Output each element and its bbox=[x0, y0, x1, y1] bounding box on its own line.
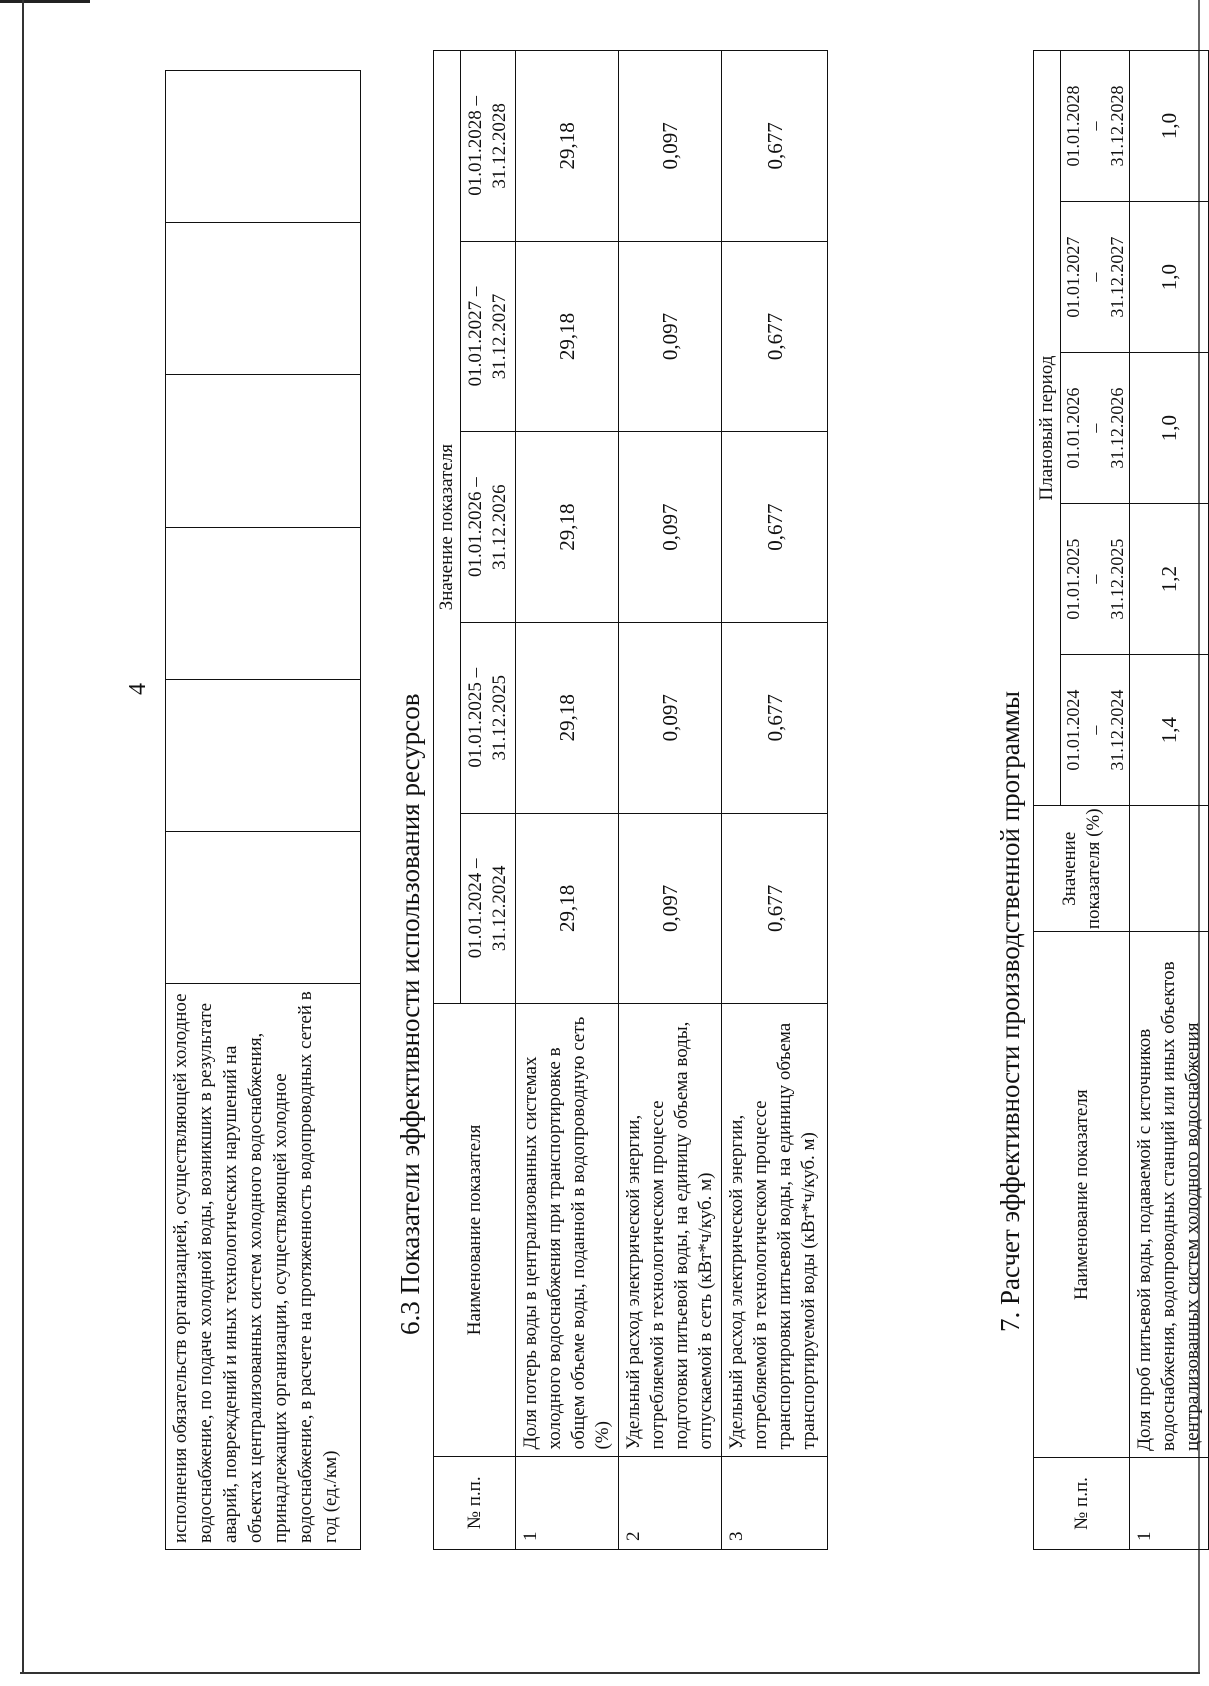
col-header-period: 01.01.2028 – 31.12.2028 bbox=[461, 51, 516, 242]
col-header-name: Наименование показателя bbox=[1034, 932, 1130, 1457]
period-to: 31.12.2026 bbox=[1107, 387, 1127, 469]
col-header-period bbox=[1061, 51, 1130, 202]
row-value: 1,0 bbox=[1130, 202, 1209, 353]
continuation-value bbox=[166, 375, 361, 527]
row-value bbox=[1130, 806, 1209, 932]
col-header-period bbox=[1061, 504, 1130, 655]
table-row bbox=[722, 51, 828, 1550]
continuation-value bbox=[166, 223, 361, 375]
section-7-title: 7. Расчет эффективности производственной программы bbox=[995, 690, 1025, 1332]
table-header-row bbox=[1034, 51, 1061, 1550]
row-value: 0,097 bbox=[619, 432, 722, 623]
period-to: 31.12.2028 bbox=[1107, 85, 1127, 167]
col-header-period bbox=[1061, 655, 1130, 806]
row-value: 0,677 bbox=[722, 51, 828, 242]
continuation-value bbox=[166, 71, 361, 223]
row-value: 29,18 bbox=[516, 622, 619, 813]
row-name: Удельный расход электрической энергии, потребляемой в технологическом процессе подготовки питьевой воды, на единицу объема воды, отпускаемой в сеть (кВт*ч/куб. м) bbox=[619, 1004, 722, 1456]
period-dash: – bbox=[1085, 574, 1105, 584]
row-value: 1,0 bbox=[1130, 353, 1209, 504]
row-value: 0,677 bbox=[722, 432, 828, 623]
row-value: 0,097 bbox=[619, 241, 722, 432]
row-num: 1 bbox=[1130, 1457, 1209, 1549]
page-number: 4 bbox=[125, 683, 151, 695]
col-header-num: № п.п. bbox=[1034, 1457, 1130, 1549]
section-6-3-title: 6.3 Показатели эффективности использования ресурсов bbox=[395, 693, 425, 1335]
row-value: 29,18 bbox=[516, 51, 619, 242]
row-value: 1,4 bbox=[1130, 655, 1209, 806]
period-from: 01.01.2028 bbox=[1063, 85, 1083, 167]
row-value: 29,18 bbox=[516, 241, 619, 432]
table-row bbox=[619, 51, 722, 1550]
period-from: 01.01.2026 bbox=[1063, 387, 1083, 469]
row-value: 0,677 bbox=[722, 241, 828, 432]
resource-efficiency-table bbox=[433, 50, 828, 1550]
continuation-value bbox=[166, 527, 361, 679]
row-value: 29,18 bbox=[516, 813, 619, 1004]
period-to: 31.12.2025 bbox=[1107, 538, 1127, 620]
row-value: 0,097 bbox=[619, 51, 722, 242]
row-name: Удельный расход электрической энергии, потребляемой в технологическом процессе транспортировки питьевой воды, на единицу объема транспортируемой воды (кВт*ч/куб. м) bbox=[722, 1004, 828, 1456]
period-dash: – bbox=[1085, 725, 1105, 735]
col-header-num: № п.п. bbox=[434, 1456, 516, 1549]
period-dash: – bbox=[1085, 272, 1105, 282]
period-dash: – bbox=[1085, 121, 1105, 131]
col-header-period: 01.01.2024 – 31.12.2024 bbox=[461, 813, 516, 1004]
table-row bbox=[516, 51, 619, 1550]
col-header-name: Наименование показателя bbox=[434, 1004, 516, 1456]
scan-edge-left bbox=[22, 0, 24, 1674]
row-value: 1,0 bbox=[1130, 51, 1209, 202]
period-from: 01.01.2027 bbox=[1063, 236, 1083, 318]
col-header-group: Значение показателя bbox=[434, 51, 461, 1004]
row-name: Доля проб питьевой воды, подаваемой с источников водоснабжения, водопроводных станций или иных объектов централизованных систем холодного водоснабжения bbox=[1130, 932, 1209, 1457]
period-to: 31.12.2024 bbox=[1107, 689, 1127, 771]
period-from: 01.01.2024 bbox=[1063, 689, 1083, 771]
col-header-period bbox=[1061, 202, 1130, 353]
row-value: 0,677 bbox=[722, 622, 828, 813]
row-value: 0,097 bbox=[619, 813, 722, 1004]
rotated-page-content bbox=[125, 50, 1203, 1550]
row-num: 3 bbox=[722, 1456, 828, 1549]
table-row bbox=[1130, 51, 1209, 1550]
row-value: 0,097 bbox=[619, 622, 722, 813]
continuation-table bbox=[165, 70, 361, 1550]
col-header-period: 01.01.2025 – 31.12.2025 bbox=[461, 622, 516, 813]
row-num: 1 bbox=[516, 1456, 619, 1549]
period-dash: – bbox=[1085, 423, 1105, 433]
row-name: Доля потерь воды в централизованных системах холодного водоснабжения при транспортировке в общем объеме воды, поданной в водопроводную сеть (%) bbox=[516, 1004, 619, 1456]
row-value: 0,677 bbox=[722, 813, 828, 1004]
col-header-group: Плановый период bbox=[1034, 51, 1061, 806]
col-header-period: 01.01.2027 – 31.12.2027 bbox=[461, 241, 516, 432]
col-header-value: Значение показателя (%) bbox=[1034, 806, 1130, 932]
table-row bbox=[166, 71, 361, 1550]
continuation-value bbox=[166, 679, 361, 831]
continuation-value bbox=[166, 832, 361, 984]
program-efficiency-table bbox=[1033, 50, 1209, 1550]
col-header-period bbox=[1061, 353, 1130, 504]
scan-edge-top bbox=[0, 0, 90, 3]
period-to: 31.12.2027 bbox=[1107, 236, 1127, 318]
col-header-period: 01.01.2026 – 31.12.2026 bbox=[461, 432, 516, 623]
table-header-row bbox=[434, 51, 461, 1550]
row-num: 2 bbox=[619, 1456, 722, 1549]
row-value: 1,2 bbox=[1130, 504, 1209, 655]
scan-edge-bottom bbox=[20, 1672, 1200, 1674]
period-from: 01.01.2025 bbox=[1063, 538, 1083, 620]
continuation-text: исполнения обязательств организацией, осуществляющей холодное водоснабжение, по подаче холодной воды, возникших в результате аварий, повреждений и иных технологических нарушений на объектах централизованных систем холодного водоснабжения, принадлежащих организации, осуществляющей холодное водоснабжение, в расчете на протяженность водопроводных сетей в год (ед./км) bbox=[166, 984, 361, 1550]
row-value: 29,18 bbox=[516, 432, 619, 623]
